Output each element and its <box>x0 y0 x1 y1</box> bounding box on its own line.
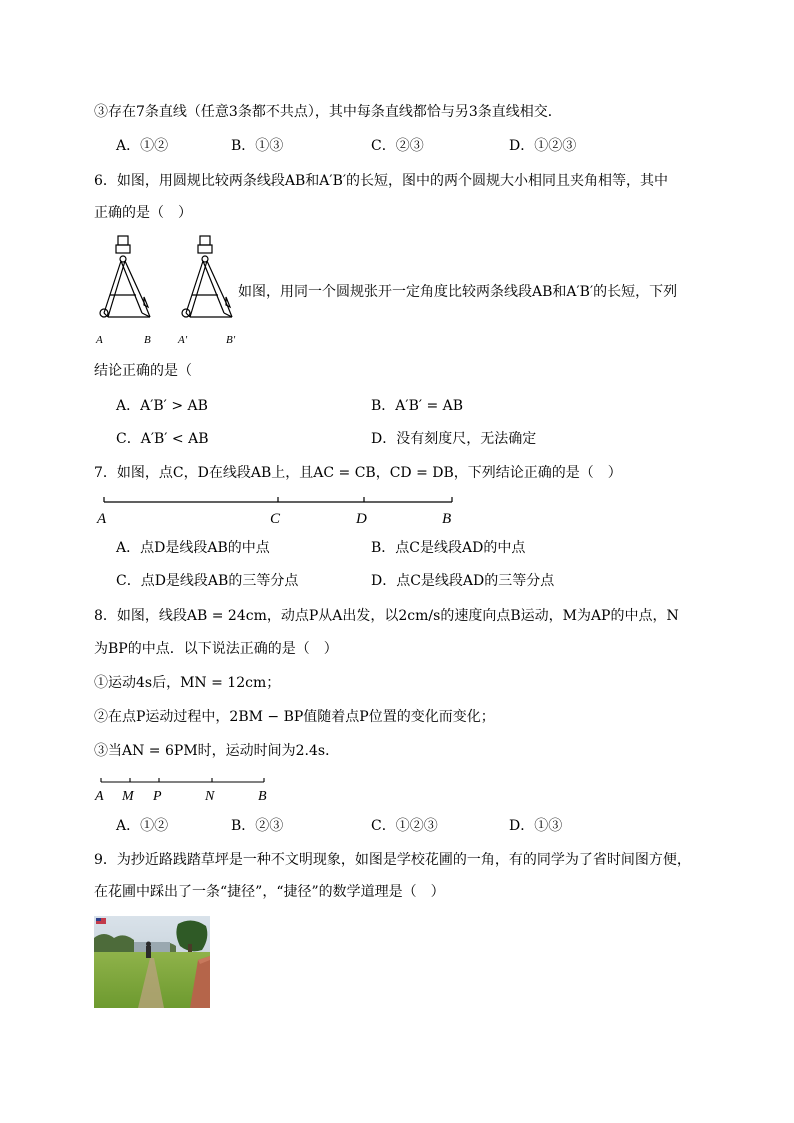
q7-option-d: D．点C是线段AD的三等分点 <box>371 573 555 589</box>
q6-option-b: B．A′B′ = AB <box>371 398 464 414</box>
compass-right-icon <box>182 236 232 317</box>
q8-segment-figure <box>94 772 284 806</box>
q8-stem-line2: 为BP的中点．以下说法正确的是（ ） <box>94 641 338 657</box>
q5-option-c: C．②③ <box>371 138 424 154</box>
q6-option-a: A．A′B′ > AB <box>116 398 208 414</box>
q6-compass-figure <box>92 235 242 350</box>
q6-stem-line2: 正确的是（ ） <box>94 205 192 221</box>
q8-label-n: N <box>205 789 215 804</box>
q5-option-b: B．①③ <box>231 138 284 154</box>
q8-option-d: D．①③ <box>509 818 563 834</box>
q7-option-c: C．点D是线段AB的三等分点 <box>116 573 299 589</box>
q8-label-a: A <box>95 789 104 804</box>
q9-stem-line1: 9．为抄近路践踏草坪是一种不文明现象，如图是学校花圃的一角，有的同学为了省时间图方便， <box>94 852 691 868</box>
q7-label-d: D <box>356 511 367 527</box>
q6-option-d: D．没有刻度尺，无法确定 <box>371 431 537 447</box>
q8-stem-line1: 8．如图，线段AB = 24cm，动点P从A出发，以2cm/s的速度向点B运动，M为AP的中点，N <box>94 608 679 624</box>
q9-stem-line2: 在花圃中踩出了一条“捷径”，“捷径”的数学道理是（ ） <box>94 884 445 900</box>
q5-option-d: D．①②③ <box>509 138 577 154</box>
q6-stem-line3: 结论正确的是（ <box>94 363 192 379</box>
q8-label-p: P <box>153 789 162 804</box>
q6-side-text: 如图，用同一个圆规张开一定角度比较两条线段AB和A′B′的长短，下列 <box>238 284 678 300</box>
q6-option-c: C．A′B′ < AB <box>116 431 209 447</box>
q8-option-b: B．②③ <box>231 818 284 834</box>
q6-label-a-prime: A′ <box>178 334 188 346</box>
q8-option-c: C．①②③ <box>371 818 438 834</box>
q8-option-a: A．①② <box>116 818 169 834</box>
q8-label-b: B <box>258 789 267 804</box>
q7-option-a: A．点D是线段AB的中点 <box>116 540 270 556</box>
q7-segment-figure <box>94 490 464 530</box>
q6-stem-line1: 6．如图，用圆规比较两条线段AB和A′B′的长短，图中的两个圆规大小相同且夹角相等，其中 <box>94 173 669 189</box>
q7-label-a: A <box>97 511 107 527</box>
q7-stem: 7．如图，点C，D在线段AB上，且AC = CB，CD = DB，下列结论正确的是（ ） <box>94 465 622 481</box>
q8-item3: ③当AN = 6PM时，运动时间为2.4s． <box>94 743 340 759</box>
q8-item1: ①运动4s后，MN = 12cm； <box>94 675 281 691</box>
q8-label-m: M <box>122 789 134 804</box>
q7-option-b: B．点C是线段AD的中点 <box>371 540 526 556</box>
q5-option-a: A．①② <box>116 138 169 154</box>
q5-item3: ③存在7条直线（任意3条都不共点），其中每条直线都恰与另3条直线相交． <box>94 104 562 120</box>
lawn-shortcut-photo <box>94 916 210 1008</box>
q8-item2: ②在点P运动过程中，2BM − BP值随着点P位置的变化而变化； <box>94 709 495 725</box>
q6-label-a: A <box>96 334 103 346</box>
q7-label-c: C <box>270 511 281 527</box>
q6-label-b: B <box>144 334 151 346</box>
q7-label-b: B <box>442 511 452 527</box>
compass-left-icon <box>100 236 150 317</box>
q6-label-b-prime: B′ <box>226 334 236 346</box>
